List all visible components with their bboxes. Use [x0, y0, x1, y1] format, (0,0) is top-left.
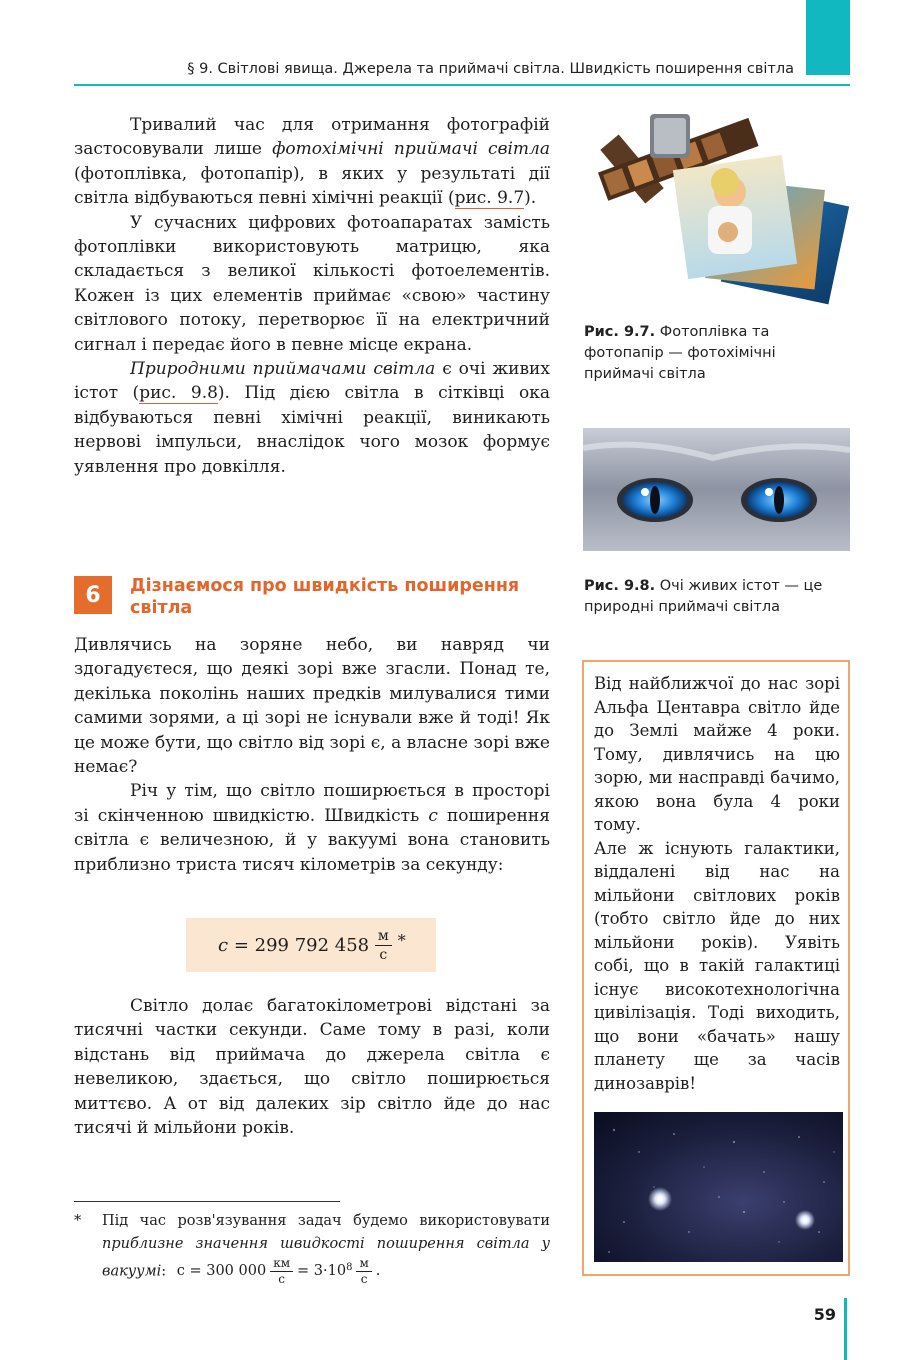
text: поширення світла є величезною, й у вакуумі вона становить приблизно триста тисяч кілометрів за секунду:	[74, 805, 550, 875]
main-text-top	[74, 113, 550, 479]
footnote-marker: *	[397, 931, 406, 950]
exponent: 8	[346, 1262, 353, 1273]
approx-value: c = 300 000	[176, 1263, 267, 1279]
figure-label: Рис. 9.7.	[584, 324, 656, 340]
info-alpha-centauri: Від найближчої до нас зорі Альфа Центавра світло йде до Землі майже 4 роки. Тому, дивлячись на цю зорю, ми насправді бачимо, якою вона була 4 роки тому.	[594, 674, 840, 834]
text: (фотоплівка, фотопапір), в яких у результаті дії світла відбуваються певні хімічні реакції (	[74, 163, 550, 209]
section-text-bottom	[74, 994, 550, 1140]
footnote	[74, 1210, 550, 1287]
figure-caption-9-7	[584, 322, 846, 385]
term-natural-receivers: Природними приймачами світла	[130, 359, 436, 380]
text: ).	[524, 188, 537, 209]
footnote-term: приблизне значення швидкості поширення світла у вакуумі	[102, 1236, 550, 1280]
text: Річ у тім, що світло поширюється в просторі зі скінченною швидкістю. Швидкість	[74, 781, 550, 826]
unit-numerator: м	[375, 927, 392, 946]
formula-value: = 299 792 458	[228, 934, 375, 956]
chapter-tab	[806, 0, 850, 75]
cat-eyes-image	[583, 428, 850, 551]
section-number-badge: 6	[74, 576, 112, 614]
figure-ref-9-7[interactable]: рис. 9.7	[454, 188, 525, 209]
unit-denominator: с	[379, 946, 388, 963]
film-photos-image	[580, 104, 850, 312]
page-number-rule	[844, 1298, 847, 1360]
header-divider	[74, 84, 850, 86]
caption-text: Фотоплівка та фотопапір — фотохімічні приймачі світла	[584, 324, 776, 382]
footnote-star: *	[74, 1213, 82, 1229]
approx-power: = 3·10	[297, 1263, 347, 1279]
text: є очі живих істот (	[74, 359, 550, 404]
speed-of-light-formula	[186, 918, 436, 972]
term-photochemical: фотохімічні приймачі світла	[272, 139, 550, 160]
section-text	[74, 633, 550, 877]
text: :	[161, 1263, 167, 1280]
paragraph-digital-camera: У сучасних цифрових фотоапаратах замість фотоплівки використовують матрицю, яка складається з великої кількості фотоелементів. Кожен із цих елементів приймає «свою» частину світлового потоку, перетворює її на електричний сигнал і передає його в певне місце екрана.	[74, 212, 550, 355]
paragraph-natural-receivers	[74, 357, 550, 479]
figure-label: Рис. 9.8.	[584, 578, 656, 594]
section-title: Дізнаємося про швидкість поширення світла	[130, 576, 520, 618]
unit-numerator: км	[270, 1256, 293, 1272]
unit-numerator: м	[356, 1256, 371, 1272]
paragraph-photochemical	[74, 113, 550, 211]
paragraph-distances: Світло долає багатокілометрові відстані за тисячні частки секунди. Саме тому в разі, коли відстань від приймача до джерела світла є невеликою, здається, що світло поширюється миттєво. А от від далеких зір світло йде до нас тисячі й мільйони років.	[74, 996, 550, 1139]
paragraph-starry-sky: Дивлячись на зоряне небо, ви навряд чи здогадуєтеся, що деякі зорі вже згасли. Понад те, декілька поколінь наших предків милувалися тими самими зорями, а ці зорі не існували вже й тоді! Як це може бути, що світло від зорі є, а власне зорі вже немає?	[74, 635, 550, 778]
starry-sky-image	[594, 1112, 843, 1262]
caption-text: Очі живих істот — це природні приймачі світла	[584, 578, 823, 615]
approx-unit-2	[356, 1256, 371, 1287]
text: Під час розв'язування задач будемо використовувати	[102, 1213, 550, 1229]
text: .	[375, 1263, 381, 1279]
unit-denominator: с	[278, 1272, 285, 1286]
formula-unit	[375, 927, 392, 964]
figure-caption-9-8	[584, 576, 846, 618]
info-galaxies: Але ж існують галактики, віддалені від нас на мільйони світлових років (тобто світло йде до них мільйони років). Уявіть собі, що в такій галактиці існує високотехнологічна цивілізація. Тоді виходить, що вони «бачать» нашу планету ще за часів динозаврів!	[594, 838, 840, 1093]
info-box-text	[594, 672, 840, 1095]
paragraph-speed	[74, 779, 550, 877]
footnote-divider	[74, 1201, 340, 1202]
approx-unit-1	[270, 1256, 293, 1287]
page-number: 59	[813, 1305, 836, 1324]
text: ). Під дією світла в сітківці ока відбуваються певні хімічні реакції, виникають нервові імпульси, внаслідок чого мозок формує уявлення про довкілля.	[74, 383, 551, 477]
figure-ref-9-8[interactable]: рис. 9.8	[139, 383, 218, 404]
unit-denominator: с	[360, 1272, 368, 1286]
running-header: § 9. Світлові явища. Джерела та приймачі світла. Швидкість поширення світла	[187, 61, 794, 77]
symbol-c: c	[428, 805, 438, 826]
formula-c: c	[218, 934, 229, 956]
text: Тривалий час для отримання фотографій застосовували лише	[74, 115, 550, 160]
